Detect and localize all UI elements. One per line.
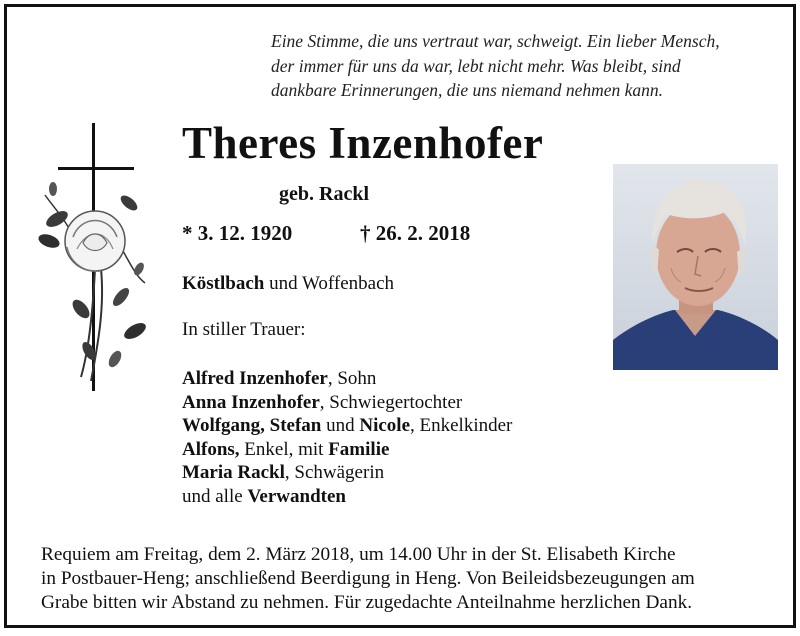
mourner-text: und alle [182,485,248,507]
places [182,273,394,295]
portrait-photo [613,164,778,370]
mourner-name: Maria Rackl [182,462,285,483]
mourner-name: Familie [328,438,390,460]
mourners-list [182,367,512,508]
requiem-line: Requiem am Freitag, dem 2. März 2018, um 14.00 Uhr in der St. Elisabeth Kirche [41,544,676,565]
cross-with-rose-icon [31,119,161,395]
death-date: † 26. 2. 2018 [360,221,471,245]
requiem-line: Grabe bitten wir Abstand zu nehmen. Für zugedachte Anteilnahme herzlichen Dank. [41,592,693,613]
quote-line: dankbare Erinnerungen, die uns niemand nehmen kann. [271,80,664,100]
mourning-heading: In stiller Trauer: [182,319,306,340]
place-secondary: und Woffenbach [264,273,395,294]
portrait-illustration [613,164,778,370]
quote-line: Eine Stimme, die uns vertraut war, schweigt. Ein lieber Mensch, [271,31,720,51]
mourner-relation: , Enkelkinder [410,415,513,436]
mourner-line [182,367,512,391]
mourner-text: und [321,415,360,436]
mourner-line [182,391,512,415]
mourner-name: Anna Inzenhofer [182,391,320,413]
obituary-card [4,4,796,628]
memorial-quote [271,29,791,103]
mourner-text: Enkel, mit [239,438,329,460]
mourner-name: Alfred Inzenhofer [182,368,328,389]
mourner-relation: , Schwiegertochter [319,391,463,413]
mourner-name: Wolfgang, Stefan [182,415,322,436]
requiem-line: in Postbauer-Heng; anschließend Beerdigung in Heng. Von Beileidsbezeugungen am [41,568,695,589]
deceased-name: Theres Inzenhofer [182,118,544,168]
mourner-relation: , Schwägerin [284,462,385,483]
mourner-name: Verwandten [247,485,346,507]
mourner-name: Nicole [359,415,411,436]
mourner-line [182,461,512,485]
mourner-name: Alfons, [182,438,240,460]
requiem-notice [41,543,781,615]
mourner-line [182,485,512,509]
birth-name: geb. Rackl [279,183,369,205]
birth-date: * 3. 12. 1920 [182,221,293,245]
mourner-line [182,414,512,438]
quote-line: der immer für uns da war, lebt nicht mehr. Was bleibt, sind [271,55,681,76]
place-primary: Köstlbach [182,273,265,294]
life-dates [182,221,471,246]
mourner-relation: , Sohn [327,368,377,389]
mourner-line [182,438,512,462]
